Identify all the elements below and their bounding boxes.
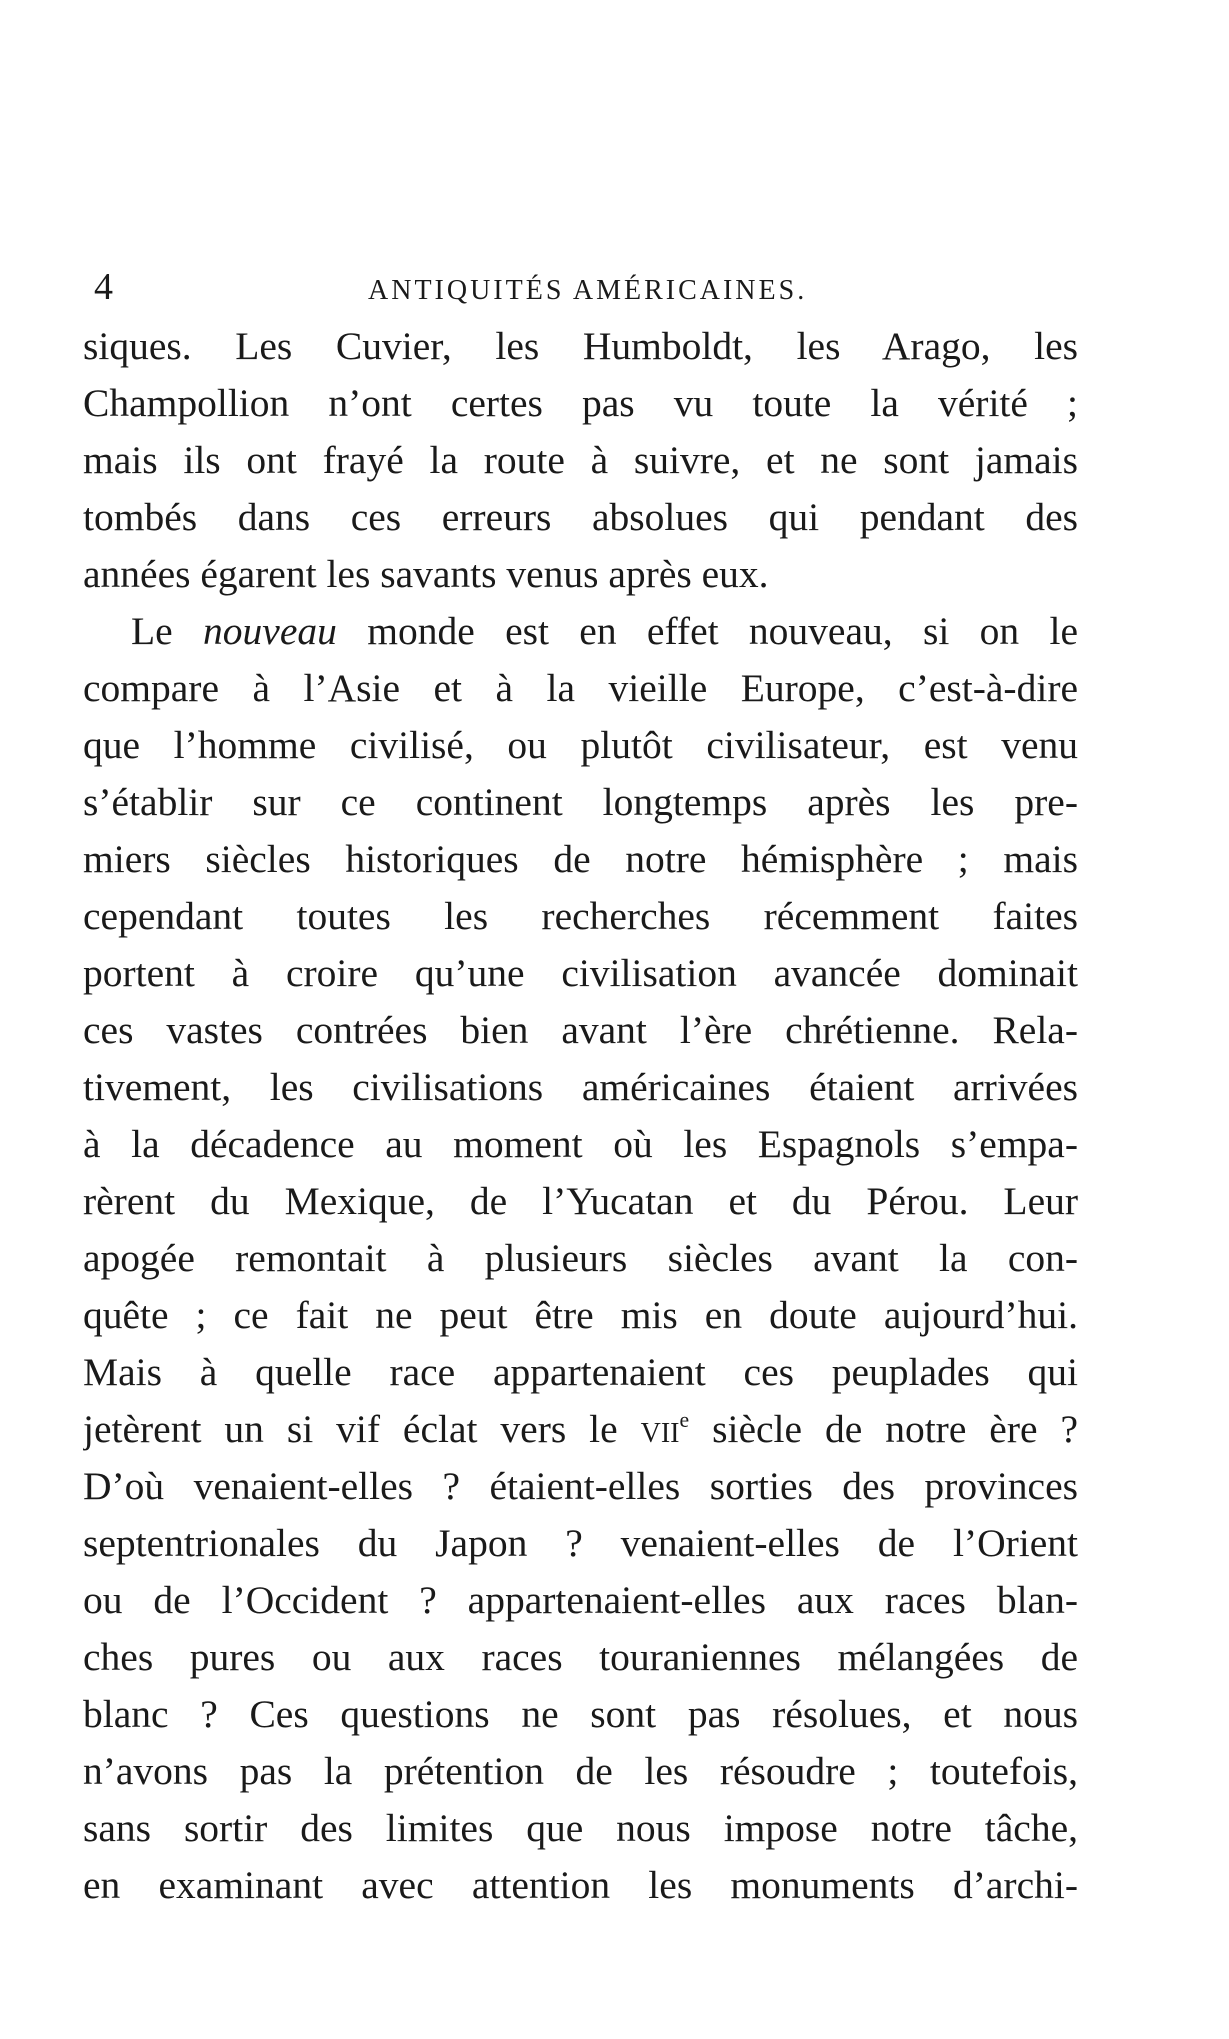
text-line: sans sortir des limites que nous impose notre tâche, [83,1806,1078,1850]
text-line: tivement, les civilisations américaines étaient arrivées [83,1065,1078,1109]
text-line: Champollion n’ont certes pas vu toute la vérité ; [83,381,1078,425]
italic-word: nouveau [203,609,337,653]
text-line: siques. Les Cuvier, les Humboldt, les Arago, les [83,324,1078,368]
running-head [88,262,1078,312]
text-line: s’établir sur ce continent longtemps après les pre- [83,780,1078,824]
text-line: quête ; ce fait ne peut être mis en doute aujourd’hui. [83,1293,1078,1337]
running-title: ANTIQUITÉS AMÉRICAINES. [368,275,808,306]
text-line-start: jetèrent un si vif éclat vers le [83,1407,641,1451]
text-line: ou de l’Occident ? appartenaient-elles aux races blan- [83,1578,1078,1622]
text-line: Mais à quelle race appartenaient ces peuplades qui [83,1350,1078,1394]
text-line: apogée remontait à plusieurs siècles avant la con- [83,1236,1078,1280]
century-numeral: vii [640,1407,680,1451]
text-line: que l’homme civilisé, ou plutôt civilisateur, est venu [83,723,1078,767]
text-line: compare à l’Asie et à la vieille Europe, c’est-à-dire [83,666,1078,710]
text-line: en examinant avec attention les monuments d’archi- [83,1863,1078,1907]
text-line: septentrionales du Japon ? venaient-elles de l’Orient [83,1521,1078,1565]
text-line: portent à croire qu’une civilisation avancée dominait [83,951,1078,995]
text-line-end: siècle de notre ère ? [712,1407,1078,1451]
text-line: ces vastes contrées bien avant l’ère chrétienne. Rela- [83,1008,1078,1052]
text-line: D’où venaient-elles ? étaient-elles sorties des provinces [83,1464,1078,1508]
text-line: tombés dans ces erreurs absolues qui pendant des [83,495,1078,539]
body-text [83,318,1078,1914]
text-line: à la décadence au moment où les Espagnols s’empa- [83,1122,1078,1166]
text-le: Le [131,609,173,653]
text-line: n’avons pas la prétention de les résoudre ; toutefois, [83,1749,1078,1793]
page-number: 4 [94,266,113,308]
text-line: blanc ? Ces questions ne sont pas résolues, et nous [83,1692,1078,1736]
century-superscript: e [679,1407,690,1432]
text-line: rèrent du Mexique, de l’Yucatan et du Pérou. Leur [83,1179,1078,1223]
text-line-century [83,1401,1078,1458]
text-line-rest: monde est en effet nouveau, si on le [367,609,1078,653]
text-line: mais ils ont frayé la route à suivre, et ne sont jamais [83,438,1078,482]
text-line: années égarent les savants venus après eux. [83,552,769,596]
text-line: cependant toutes les recherches récemment faites [83,894,1078,938]
text-line-paragraph-start [83,603,1078,660]
text-line: miers siècles historiques de notre hémisphère ; mais [83,837,1078,881]
text-line: ches pures ou aux races touraniennes mélangées de [83,1635,1078,1679]
